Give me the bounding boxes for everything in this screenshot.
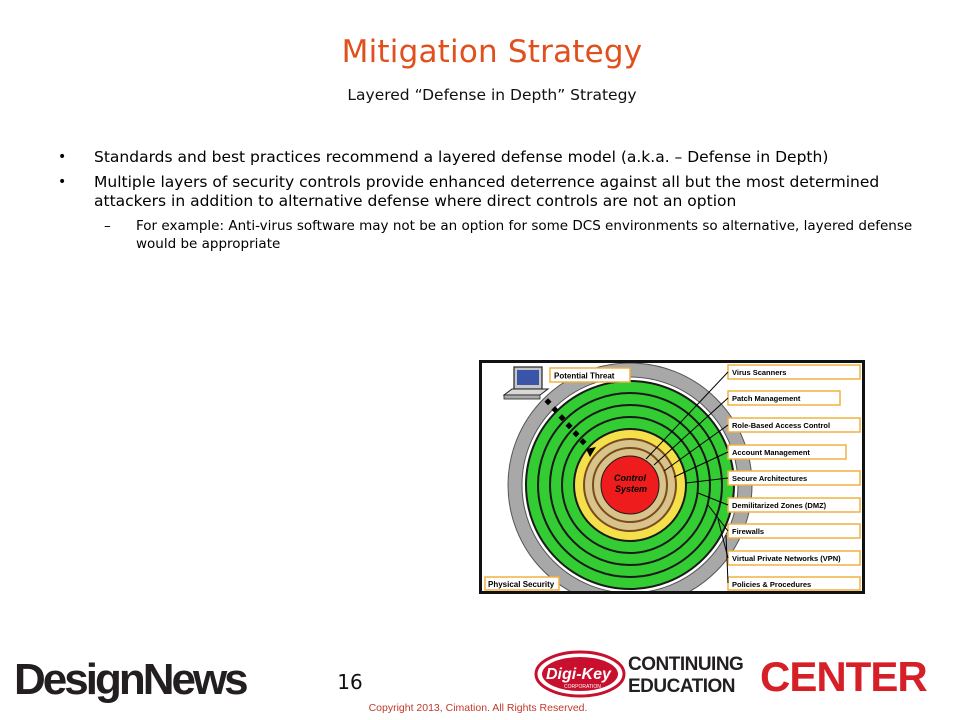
slide-title: Mitigation Strategy	[341, 34, 643, 70]
dash-icon: –	[104, 218, 111, 234]
digikey-logo	[534, 648, 626, 704]
bullet-list	[58, 148, 928, 253]
bullet-text: Multiple layers of security controls provide enhanced deterrence against all but the most determined attackers in addition to alternative defense where direct controls are not an option	[94, 173, 880, 210]
slide-subtitle: Layered “Defense in Depth” Strategy	[347, 86, 637, 104]
bullet-dot-icon: •	[58, 174, 67, 190]
sub-bullet-item	[58, 217, 928, 253]
copyright-notice	[0, 702, 960, 714]
bullet-dot-icon: •	[58, 149, 67, 165]
physical-security-label: Physical Security	[488, 580, 555, 589]
threat-label: Potential Threat	[554, 371, 615, 381]
center-label-line1: Control	[614, 473, 646, 483]
sub-bullet-text: For example: Anti-virus software may not be an option for some DCS environments so alternative, layered defense would be appropriate	[136, 218, 913, 252]
defense-in-depth-diagram	[479, 360, 865, 594]
bullet-item	[58, 173, 928, 211]
bullet-item	[58, 148, 928, 167]
computer-icon	[504, 367, 548, 399]
cec-line2: EDUCATION	[628, 676, 736, 697]
cec-line1: CONTINUING	[628, 654, 744, 675]
digikey-logo-text: Digi-Key	[546, 666, 611, 683]
layer-label-firewalls: Firewalls	[732, 527, 765, 536]
center-label-line2: System	[615, 484, 648, 494]
layer-label-vpn: Virtual Private Networks (VPN)	[732, 554, 841, 563]
layer-label-policies: Policies & Procedures	[732, 580, 812, 589]
design-news-logo-text: DesignNews	[14, 655, 246, 704]
diagram-svg	[482, 363, 862, 591]
design-news-logo	[12, 648, 252, 708]
layer-labels	[728, 365, 860, 590]
layer-label-role-based-access: Role-Based Access Control	[732, 421, 831, 430]
cec-center: CENTER	[760, 653, 927, 700]
layer-label-patch-management: Patch Management	[732, 394, 801, 403]
layer-label-virus-scanners: Virus Scanners	[732, 368, 787, 377]
layer-label-account-management: Account Management	[732, 448, 810, 457]
layer-label-dmz: Demilitarized Zones (DMZ)	[732, 501, 827, 510]
page-number: 16	[337, 670, 363, 694]
bullet-text: Standards and best practices recommend a layered defense model (a.k.a. – Defense in Depth)	[94, 148, 829, 166]
layer-label-secure-architectures: Secure Architectures	[732, 474, 808, 483]
copyright-text: Copyright 2013, Cimation. All Rights Reserved.	[368, 702, 588, 714]
digikey-logo-sub: CORPORATION	[564, 684, 601, 690]
continuing-education-center-logo	[628, 650, 948, 704]
